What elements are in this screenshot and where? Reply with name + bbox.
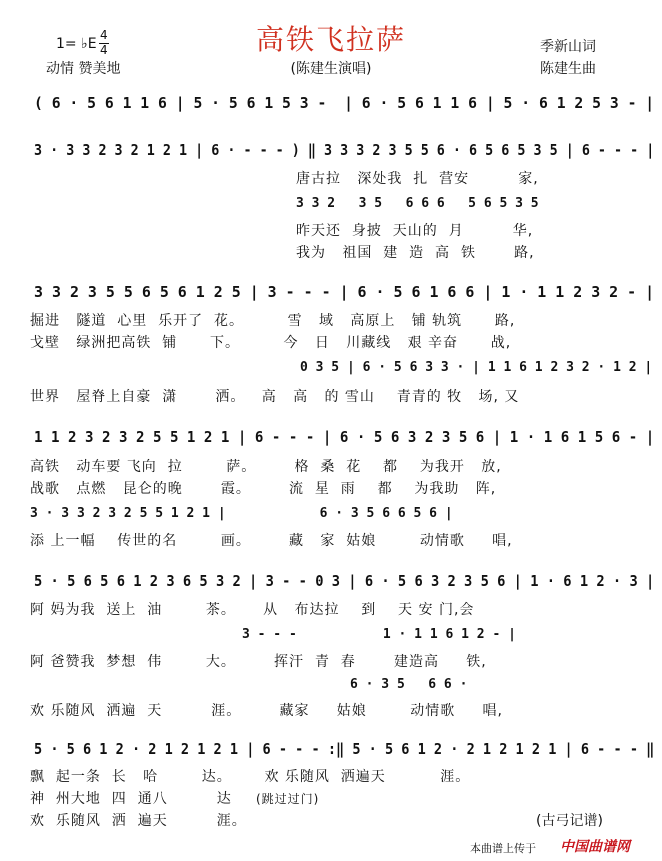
- notation-row-5-alt: 0 3 5 | 6 · 5 6 3 3 · | 1 1 6 1 2 3 2 · 1 2 |: [300, 360, 653, 375]
- transcriber-credit: (古弓记谱): [536, 813, 603, 829]
- lyric-row-2-1: 唐古拉 深处我 扎 营安 家,: [296, 171, 539, 187]
- notation-row-9-alt: 3 - - - 1 · 1 1 6 1 2 - |: [242, 627, 516, 642]
- notation-row-7-alt: 3 · 3 3 2 3 2 5 5 1 2 1 | 6 · 3 5 6 6 5 6 |: [30, 506, 453, 521]
- upload-text: 本曲谱上传于: [470, 842, 536, 855]
- time-signature-bottom: 4: [100, 43, 108, 57]
- lyric-row-5-1: 世界 屋脊上自豪 潇 洒。 高 高 的 雪山 青青的 牧 场, 又: [30, 389, 520, 405]
- lyricist: 季新山词: [540, 39, 596, 55]
- lyric-row-9-1: 阿 爸赞我 梦想 伟 大。 挥汗 青 春 建造高 铁,: [30, 654, 487, 670]
- lyric-row-11-1: 飘 起一条 长 哈 达。 欢 乐随风 洒遍天 涯。: [30, 769, 471, 785]
- notation-row-3-alt: 3 3 2 3 5 6 6 6 5 6 5 3 5: [296, 196, 539, 211]
- key-signature: 1= ♭E: [56, 36, 97, 52]
- lyric-row-8-1: 阿 妈为我 送上 油 茶。 从 布达拉 到 天 安 门,会: [30, 602, 475, 618]
- performer: (陈建生演唱): [290, 61, 372, 77]
- song-title: 高铁飞拉萨: [255, 23, 406, 56]
- lyric-row-3-1: 昨天还 身披 天山的 月 华,: [296, 223, 534, 239]
- lyric-row-10-1: 欢 乐随风 洒遍 天 涯。 藏家 姑娘 动情歌 唱,: [30, 703, 504, 719]
- ending-note: (跳过过门): [256, 792, 320, 806]
- lyric-row-4-2: 戈壁 绿洲把高铁 铺 下。 今 日 川藏线 艰 辛奋 战,: [30, 335, 512, 351]
- notation-row-8: 5 · 5 6 5 6 1 2 3 6 5 3 2 | 3 - - 0 3 | 6 · 5 6 3 2 3 5 6 | 1 · 6 1 2 · 3 |: [34, 572, 655, 590]
- composer: 陈建生曲: [540, 61, 596, 77]
- lyric-row-3-2: 我为 祖国 建 造 高 铁 路,: [296, 245, 535, 261]
- notation-row-11: 5 · 5 6 1 2 · 2 1 2 1 2 1 | 6 - - - :‖ 5 · 5 6 1 2 · 2 1 2 1 2 1 | 6 - - - ‖: [34, 740, 655, 758]
- notation-row-10-alt: 6 · 3 5 6 6 ·: [350, 677, 468, 692]
- time-signature-top: 4: [100, 28, 108, 42]
- notation-row-6: 1 1 2 3 2 3 2 5 5 1 2 1 | 6 - - - | 6 · 5 6 3 2 3 5 6 | 1 · 1 6 1 5 6 - |: [34, 428, 655, 446]
- site-logo[interactable]: 中国曲谱网: [560, 839, 630, 855]
- lyric-row-11-3: 欢 乐随风 洒 遍天 涯。: [30, 813, 247, 829]
- lyric-row-7-1: 添 上一幅 传世的名 画。 藏 家 姑娘 动情歌 唱,: [30, 533, 513, 549]
- lyric-row-6-1: 高铁 动车要 飞向 拉 萨。 格 桑 花 都 为我开 放,: [30, 459, 502, 475]
- notation-row-2: 3 · 3 3 2 3 2 1 2 1 | 6 · - - - ) ‖ 3 3 3 2 3 5 5 6 · 6 5 6 5 3 5 | 6 - - - |: [34, 141, 655, 159]
- lyric-row-11-2: 神 州大地 四 通八 达: [30, 791, 232, 807]
- expression-mark: 动情 赞美地: [46, 61, 121, 77]
- lyric-row-6-2: 战歌 点燃 昆仑的晚 霞。 流 星 雨 都 为我助 阵,: [30, 481, 497, 497]
- notation-row-1: ( 6 · 5 6 1 1 6 | 5 · 5 6 1 5 3 - | 6 · 5 6 1 1 6 | 5 · 6 1 2 5 3 - |: [34, 94, 655, 112]
- lyric-row-4-1: 掘进 隧道 心里 乐开了 花。 雪 域 高原上 铺 轨筑 路,: [30, 313, 516, 329]
- notation-row-4: 3 3 2 3 5 5 6 5 6 1 2 5 | 3 - - - | 6 · 5 6 1 6 6 | 1 · 1 1 2 3 2 - |: [34, 283, 655, 301]
